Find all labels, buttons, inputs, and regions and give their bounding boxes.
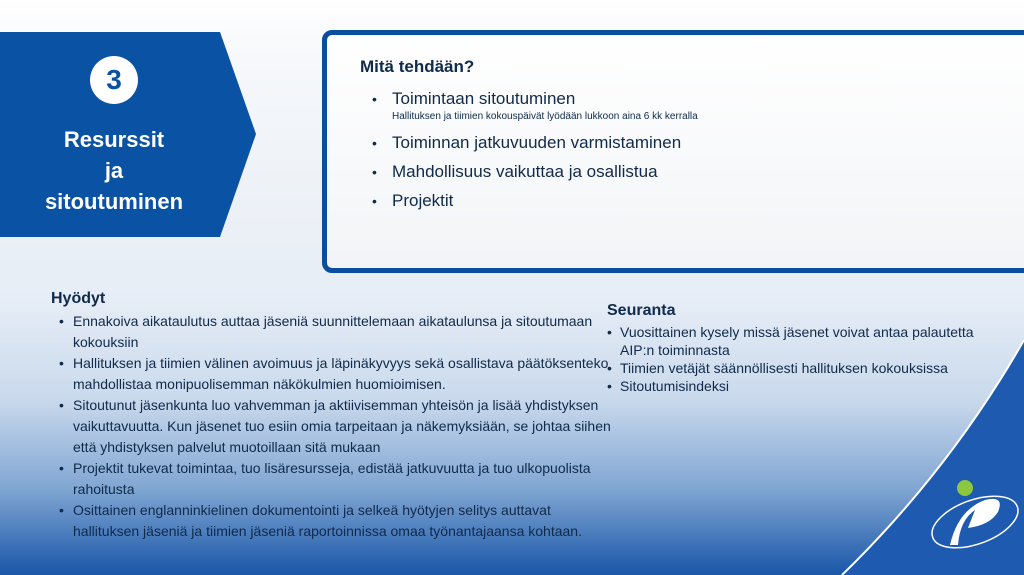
sub-note: Hallituksen ja tiimien kokouspäivät lyödään lukkoon aina 6 kk kerralla bbox=[392, 111, 698, 122]
what-list bbox=[372, 89, 698, 220]
monitoring-heading: Seuranta bbox=[607, 302, 676, 319]
monitoring-section bbox=[607, 302, 977, 395]
list-item: • Projektit bbox=[372, 191, 698, 211]
list-item: • Ennakoiva aikataulutus auttaa jäseniä suunnittelemaan aikataulunsa ja sitoutumaan kokouksiin bbox=[51, 311, 611, 353]
list-item: • Vuosittainen kysely missä jäsenet voivat antaa palautetta AIP:n toiminnasta bbox=[607, 323, 977, 359]
benefits-heading: Hyödyt bbox=[51, 290, 106, 307]
list-item: • Toimintaan sitoutuminen bbox=[372, 89, 698, 109]
list-item: • Osittainen englanninkielinen dokumentointi ja selkeä hyötyjen selitys auttavat hallituksen jäseniä ja tiimien jäseniä raportoinnissa omaa työnantajaansa kohtaan. bbox=[51, 500, 611, 542]
list-item: • Hallituksen ja tiimien välinen avoimuus ja läpinäkyvyys sekä osallistava päätöksenteko mahdollistaa monipuolisemman näkökulmien huomioimisen. bbox=[51, 353, 611, 395]
list-item: • Sitoutumisindeksi bbox=[607, 377, 977, 395]
what-heading: Mitä tehdään? bbox=[360, 57, 475, 76]
list-item: • Tiimien vetäjät säännöllisesti hallituksen kokouksissa bbox=[607, 359, 977, 377]
title-line: ja bbox=[104, 158, 124, 183]
list-item: • Projektit tukevat toimintaa, tuo lisäresursseja, edistää jatkuvuutta ja tuo ulkopuolista rahoitusta bbox=[51, 458, 611, 500]
step-title bbox=[14, 124, 214, 217]
benefits-section bbox=[51, 290, 611, 542]
step-number: 3 bbox=[90, 56, 138, 104]
list-item: • Toiminnan jatkuvuuden varmistaminen bbox=[372, 133, 698, 153]
list-item: • Mahdollisuus vaikuttaa ja osallistua bbox=[372, 162, 698, 182]
list-item: • Sitoutunut jäsenkunta luo vahvemman ja aktiivisemman yhteisön ja lisää yhdistyksen vaikuttavuutta. Kun jäsenet tuo esiin omia tarpeitaan ja näkemyksiään, se johtaa siihen että yhdistyksen palvelut muotoillaan sitä mukaan bbox=[51, 395, 611, 458]
what-box bbox=[322, 30, 1024, 273]
title-line: sitoutuminen bbox=[44, 189, 184, 214]
title-line: Resurssit bbox=[63, 127, 165, 152]
